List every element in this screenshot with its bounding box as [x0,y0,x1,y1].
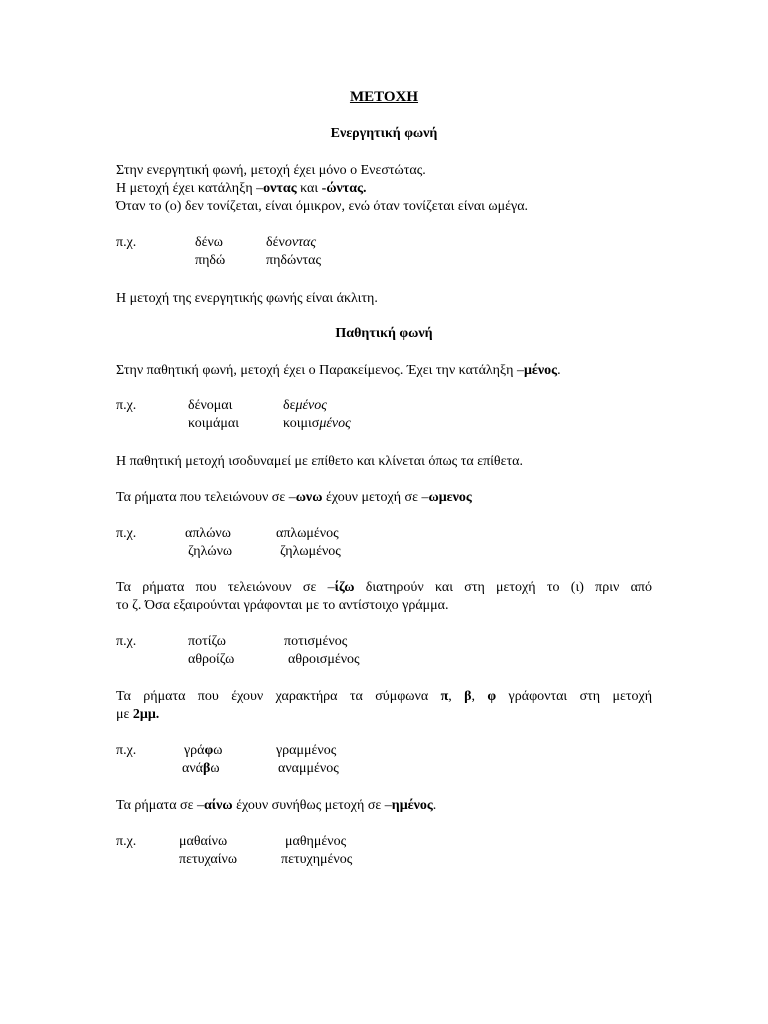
example-label: π.χ. [116,398,137,413]
example-verb: πετυχαίνω [179,852,238,867]
example-verb: κοιμάμαι [188,416,239,431]
rule-izo-line-1: Τα ρήματα που τελειώνουν σε –ίζω διατηρούν και στη μετοχή το (ι) πριν από [116,580,652,595]
example-label: π.χ. [116,235,137,250]
active-note: Η μετοχή της ενεργητικής φωνής είναι άκλιτη. [116,291,378,306]
active-paragraph-3: Όταν το (ο) δεν τονίζεται, είναι όμικρον, ενώ όταν τονίζεται είναι ωμέγα. [116,199,529,214]
example-participle: πηδώντας [266,253,322,268]
example-verb: ανάβω [182,761,220,776]
example-verb: απλώνω [185,526,231,541]
example-label: π.χ. [116,526,137,541]
example-label: π.χ. [116,834,137,849]
rule-aino: Τα ρήματα σε –αίνω έχουν συνήθως μετοχή σε –ημένος. [116,798,437,813]
example-participle: πετυχημένος [281,852,353,867]
example-verb: αθροίζω [188,652,235,667]
page-title: ΜΕΤΟΧΗ [349,89,419,105]
example-participle: απλωμένος [276,526,339,541]
example-verb: μαθαίνω [179,834,228,849]
passive-paragraph-1: Στην παθητική φωνή, μετοχή έχει ο Παρακείμενος. Έχει την κατάληξη –μένος. [116,363,561,378]
rule-consonants-line-1: Τα ρήματα που έχουν χαρακτήρα τα σύμφωνα π, β, φ γράφονται στη μετοχή [116,689,653,704]
passive-voice-heading: Παθητική φωνή [335,326,433,341]
example-verb: ποτίζω [188,634,226,649]
example-participle: γραμμένος [276,743,337,758]
example-verb: ζηλώνω [188,544,233,559]
rule-wno: Τα ρήματα που τελειώνουν σε –ωνω έχουν μετοχή σε –ωμενος [116,490,472,505]
example-participle: μαθημένος [285,834,347,849]
passive-note: Η παθητική μετοχή ισοδυναμεί με επίθετο και κλίνεται όπως τα επίθετα. [116,454,523,469]
example-participle: δένοντας [266,235,317,250]
example-participle: δεμένος [283,398,327,413]
example-participle: αναμμένος [278,761,339,776]
example-verb: πηδώ [195,253,226,268]
active-paragraph-2: Η μετοχή έχει κατάληξη –οντας και -ώντας. [116,181,367,196]
rule-izo-line-2: το ζ. Όσα εξαιρούνται γράφονται με το αντίστοιχο γράμμα. [116,598,449,613]
example-verb: δένω [195,235,224,250]
example-label: π.χ. [116,743,137,758]
example-verb: γράφω [184,743,223,758]
active-paragraph-1: Στην ενεργητική φωνή, μετοχή έχει μόνο ο Ενεστώτας. [116,163,426,178]
example-label: π.χ. [116,634,137,649]
example-participle: ζηλωμένος [280,544,341,559]
example-participle: κοιμισμένος [283,416,351,431]
example-participle: αθροισμένος [288,652,360,667]
rule-consonants-line-2: με 2μμ. [116,707,160,722]
example-participle: ποτισμένος [284,634,348,649]
active-voice-heading: Ενεργητική φωνή [330,126,438,141]
example-verb: δένομαι [188,398,233,413]
